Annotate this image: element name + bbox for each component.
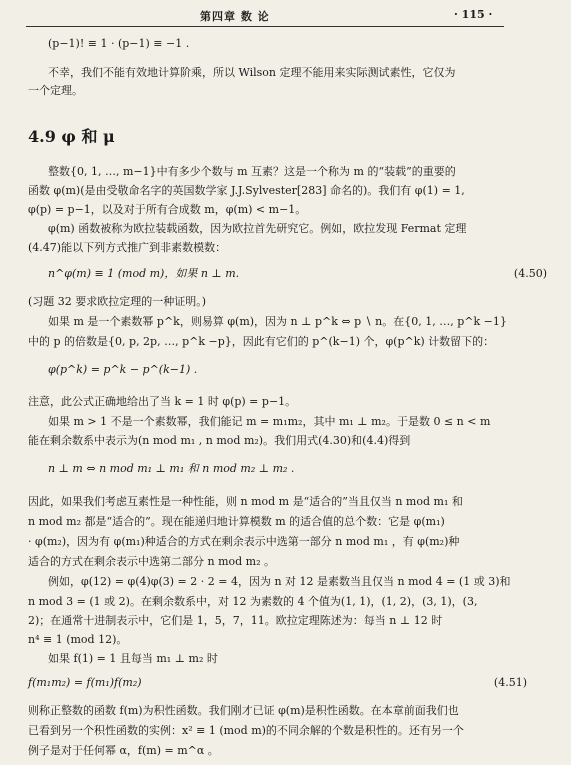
paragraph-line: 如果 m 是一个素数幂 p^k，则易算 φ(m)，因为 n ⊥ p^k ⇔ p ∖ n。在{0, 1, …, p^k −1} [48,315,507,328]
paragraph-line: n mod m₂ 都是“适合的”。现在能递归地计算模数 m 的适合值的总个数：它是 φ(m₁) [28,515,445,528]
section-heading: 4.9 φ 和 μ [28,127,115,146]
page-number: · 115 · [454,8,493,21]
paragraph-line: 整数{0, 1, …, m−1}中有多少个数与 m 互素？这是一个称为 m 的“装载”的重要的 [48,165,456,178]
paragraph-line: 注意，此公式正确地给出了当 k = 1 时 φ(p) = p−1。 [28,395,297,408]
paragraph-line: 已看到另一个积性函数的实例：x² ≡ 1 (mod m)的不同余解的个数是积性的。还有另一个 [28,724,464,737]
equation-4-51: f(m₁m₂) = f(m₁)f(m₂) [28,676,142,689]
equation-line [0,676,551,690]
formula-line: φ(p^k) = p^k − p^(k−1) . [48,363,198,376]
paragraph-line: n⁴ ≡ 1 (mod 12)。 [28,633,128,646]
paragraph-line: φ(m) 函数被称为欧拉装载函数，因为欧拉首先研究它。例如，欧拉发现 Fermat 定理 [48,222,467,235]
paragraph-line: (4.47)能以下列方式推广到非素数模数： [28,241,227,254]
paragraph-line: 能在剩余数系中表示为(n mod m₁ , n mod m₂)。我们用式(4.30)和(4.4)得到 [28,434,411,447]
formula-line: n ⊥ m ⇔ n mod m₁ ⊥ m₁ 和 n mod m₂ ⊥ m₂ . [48,462,295,475]
equation-number: (4.51) [493,676,527,689]
paragraph-line: 适合的方式在剩余表示中选第二部分 n mod m₂ 。 [28,555,276,568]
paragraph-line: 如果 f(1) = 1 且每当 m₁ ⊥ m₂ 时 [48,652,218,665]
equation-4-50: n^φ(m) ≡ 1 (mod m)，如果 n ⊥ m. [48,267,240,280]
paragraph-line: 不幸，我们不能有效地计算阶乘，所以 Wilson 定理不能用来实际测试素性，它仅为 [48,66,456,79]
paragraph-line: 例子是对于任何幂 α，f(m) = m^α 。 [28,744,219,757]
paragraph-line: 因此，如果我们考虑互素性是一种性能，则 n mod m 是“适合的”当且仅当 n mod m₁ 和 [28,495,463,508]
paragraph-line: (习题 32 要求欧拉定理的一种证明。) [28,295,207,308]
formula-line: (p−1)! ≡ 1 · (p−1) ≡ −1 . [48,37,190,50]
paragraph-line: n mod 3 = (1 或 2)。在剩余数系中，对 12 为素数的 4 个值为(1, 1)，(1, 2)，(3, 1)，(3, [28,595,478,608]
paragraph-line: φ(p) = p−1，以及对于所有合成数 m，φ(m) < m−1。 [28,203,307,216]
equation-number: (4.50) [513,267,547,280]
running-header [0,8,523,24]
paragraph-line: 如果 m > 1 不是一个素数幂，我们能记 m = m₁m₂，其中 m₁ ⊥ m₂。于是数 0 ≤ n < m [48,415,491,428]
paragraph-line: 中的 p 的倍数是{0, p, 2p, …, p^k −p}，因此有它们的 p^(k−1) 个，φ(p^k) 计数留下的： [28,335,495,348]
paragraph-line: 一个定理。 [28,84,83,97]
chapter-title: 第四章 数 论 [200,10,270,23]
paragraph-line: 例如，φ(12) = φ(4)φ(3) = 2 · 2 = 4，因为 n 对 12 是素数当且仅当 n mod 4 = (1 或 3)和 [48,575,511,588]
header-rule [26,26,504,27]
paragraph-line: · φ(m₂)，因为有 φ(m₁)种适合的方式在剩余表示中选第一部分 n mod m₁ ，有 φ(m₂)种 [28,535,460,548]
paragraph-line: 2)；在通常十进制表示中，它们是 1，5，7，11。欧拉定理陈述为：每当 n ⊥ 12 时 [28,614,443,627]
equation-line [0,267,571,281]
paragraph-line: 则称正整数的函数 f(m)为积性函数。我们刚才已证 φ(m)是积性函数。在本章前面我们也 [28,704,459,717]
paragraph-line: 函数 φ(m)(是由受敬命名字的英国数学家 J.J.Sylvester[283] 命名的)。我们有 φ(1) = 1, [28,184,465,197]
